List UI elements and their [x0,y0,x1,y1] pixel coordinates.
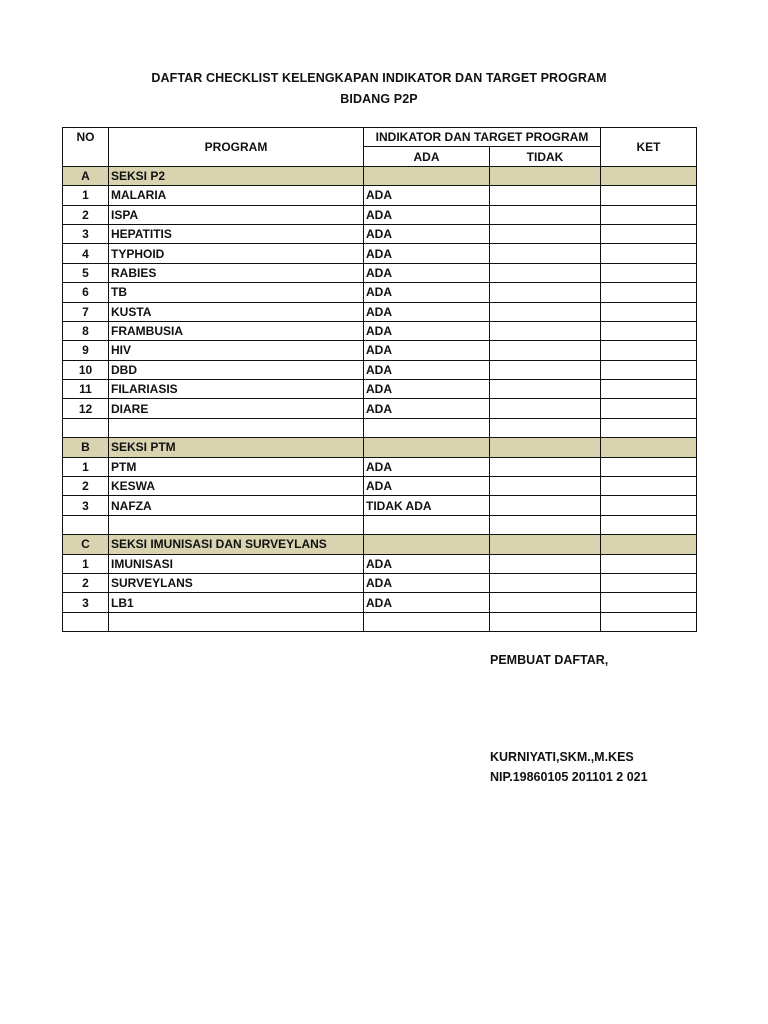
cell-ket [601,515,697,534]
cell-ada [364,535,490,554]
cell-ada: ADA [364,341,490,360]
cell-program: SEKSI PTM [109,438,364,457]
cell-ket [601,205,697,224]
table-row [63,593,697,612]
cell-tidak [490,186,601,205]
cell-tidak [490,535,601,554]
cell-ket [601,496,697,515]
cell-tidak [490,302,601,321]
cell-ket [601,166,697,185]
cell-ada [364,612,490,631]
cell-program: SEKSI P2 [109,166,364,185]
header-tidak: TIDAK [490,147,601,166]
cell-tidak [490,496,601,515]
cell-program: TYPHOID [109,244,364,263]
cell-ket [601,477,697,496]
header-no: NO [63,128,109,167]
cell-program [109,515,364,534]
table-row [63,457,697,476]
section-row [63,535,697,554]
cell-no: 11 [63,380,109,399]
cell-no: 3 [63,593,109,612]
cell-no: 2 [63,205,109,224]
table-header-row [63,128,697,147]
cell-tidak [490,573,601,592]
cell-tidak [490,418,601,437]
cell-ada: ADA [364,477,490,496]
cell-program: DIARE [109,399,364,418]
cell-ket [601,186,697,205]
cell-no: 9 [63,341,109,360]
cell-ada: ADA [364,360,490,379]
cell-ada: ADA [364,593,490,612]
cell-no [63,515,109,534]
cell-ada: ADA [364,457,490,476]
cell-program: KESWA [109,477,364,496]
cell-ket [601,244,697,263]
document-subtitle: BIDANG P2P [340,92,418,106]
cell-no: 1 [63,457,109,476]
cell-ada: ADA [364,380,490,399]
cell-ada: ADA [364,302,490,321]
cell-ket [601,224,697,243]
cell-no: C [63,535,109,554]
cell-no: 3 [63,224,109,243]
cell-tidak [490,244,601,263]
cell-tidak [490,593,601,612]
cell-ada: ADA [364,321,490,340]
header-ada: ADA [364,147,490,166]
table-row [63,321,697,340]
cell-program: FRAMBUSIA [109,321,364,340]
cell-program: ISPA [109,205,364,224]
cell-ket [601,380,697,399]
cell-ada: TIDAK ADA [364,496,490,515]
table-row [63,573,697,592]
blank-row [63,418,697,437]
cell-ada: ADA [364,399,490,418]
cell-tidak [490,612,601,631]
cell-program: DBD [109,360,364,379]
table-row [63,224,697,243]
cell-program: HEPATITIS [109,224,364,243]
table-row [63,205,697,224]
cell-program [109,612,364,631]
header-program: PROGRAM [109,128,364,167]
document-title: DAFTAR CHECKLIST KELENGKAPAN INDIKATOR DAN TARGET PROGRAM [151,71,607,85]
header-indicator-group: INDIKATOR DAN TARGET PROGRAM [364,128,601,147]
cell-program: HIV [109,341,364,360]
cell-program: KUSTA [109,302,364,321]
table-row [63,263,697,282]
cell-ada [364,438,490,457]
cell-ket [601,418,697,437]
cell-tidak [490,283,601,302]
table-row [63,360,697,379]
cell-program: PTM [109,457,364,476]
cell-ket [601,535,697,554]
cell-ket [601,457,697,476]
cell-ket [601,302,697,321]
signature-nip: NIP.19860105 201101 2 021 [490,770,648,784]
table-row [63,244,697,263]
cell-ket [601,283,697,302]
cell-ket [601,593,697,612]
cell-tidak [490,515,601,534]
cell-ada: ADA [364,283,490,302]
table-row [63,283,697,302]
cell-ket [601,573,697,592]
cell-program: SURVEYLANS [109,573,364,592]
cell-no: B [63,438,109,457]
cell-ada: ADA [364,554,490,573]
cell-ada: ADA [364,186,490,205]
section-row [63,166,697,185]
cell-no: 2 [63,477,109,496]
signature-title: PEMBUAT DAFTAR, [490,653,609,667]
cell-ket [601,263,697,282]
cell-program: MALARIA [109,186,364,205]
blank-row [63,612,697,631]
cell-no [63,418,109,437]
cell-tidak [490,166,601,185]
cell-no: 1 [63,186,109,205]
cell-ket [601,399,697,418]
cell-tidak [490,380,601,399]
cell-tidak [490,321,601,340]
cell-no: 12 [63,399,109,418]
cell-tidak [490,554,601,573]
cell-ket [601,554,697,573]
cell-ket [601,321,697,340]
cell-tidak [490,399,601,418]
table-row [63,496,697,515]
cell-ada: ADA [364,224,490,243]
cell-tidak [490,224,601,243]
cell-program: RABIES [109,263,364,282]
cell-ada: ADA [364,263,490,282]
cell-ada: ADA [364,205,490,224]
table-row [63,554,697,573]
cell-tidak [490,438,601,457]
cell-no: A [63,166,109,185]
cell-no: 4 [63,244,109,263]
cell-ada [364,418,490,437]
cell-tidak [490,205,601,224]
cell-tidak [490,360,601,379]
cell-ket [601,438,697,457]
table-row [63,477,697,496]
cell-no: 2 [63,573,109,592]
cell-no: 7 [63,302,109,321]
cell-ket [601,360,697,379]
cell-ada [364,515,490,534]
cell-program: NAFZA [109,496,364,515]
signature-name: KURNIYATI,SKM.,M.KES [490,750,634,764]
cell-program [109,418,364,437]
table-row [63,302,697,321]
cell-ket [601,612,697,631]
table-row [63,380,697,399]
blank-row [63,515,697,534]
cell-no: 10 [63,360,109,379]
cell-ada: ADA [364,244,490,263]
table-row [63,399,697,418]
table-row [63,186,697,205]
cell-no: 6 [63,283,109,302]
cell-program: TB [109,283,364,302]
cell-program: FILARIASIS [109,380,364,399]
cell-no: 3 [63,496,109,515]
cell-tidak [490,457,601,476]
header-ket: KET [601,128,697,167]
cell-no: 1 [63,554,109,573]
cell-program: IMUNISASI [109,554,364,573]
cell-ada: ADA [364,573,490,592]
cell-tidak [490,341,601,360]
checklist-table [62,127,697,632]
cell-program: SEKSI IMUNISASI DAN SURVEYLANS [109,535,364,554]
cell-no: 5 [63,263,109,282]
cell-no [63,612,109,631]
cell-tidak [490,477,601,496]
cell-program: LB1 [109,593,364,612]
cell-ada [364,166,490,185]
cell-tidak [490,263,601,282]
cell-no: 8 [63,321,109,340]
table-row [63,341,697,360]
cell-ket [601,341,697,360]
section-row [63,438,697,457]
